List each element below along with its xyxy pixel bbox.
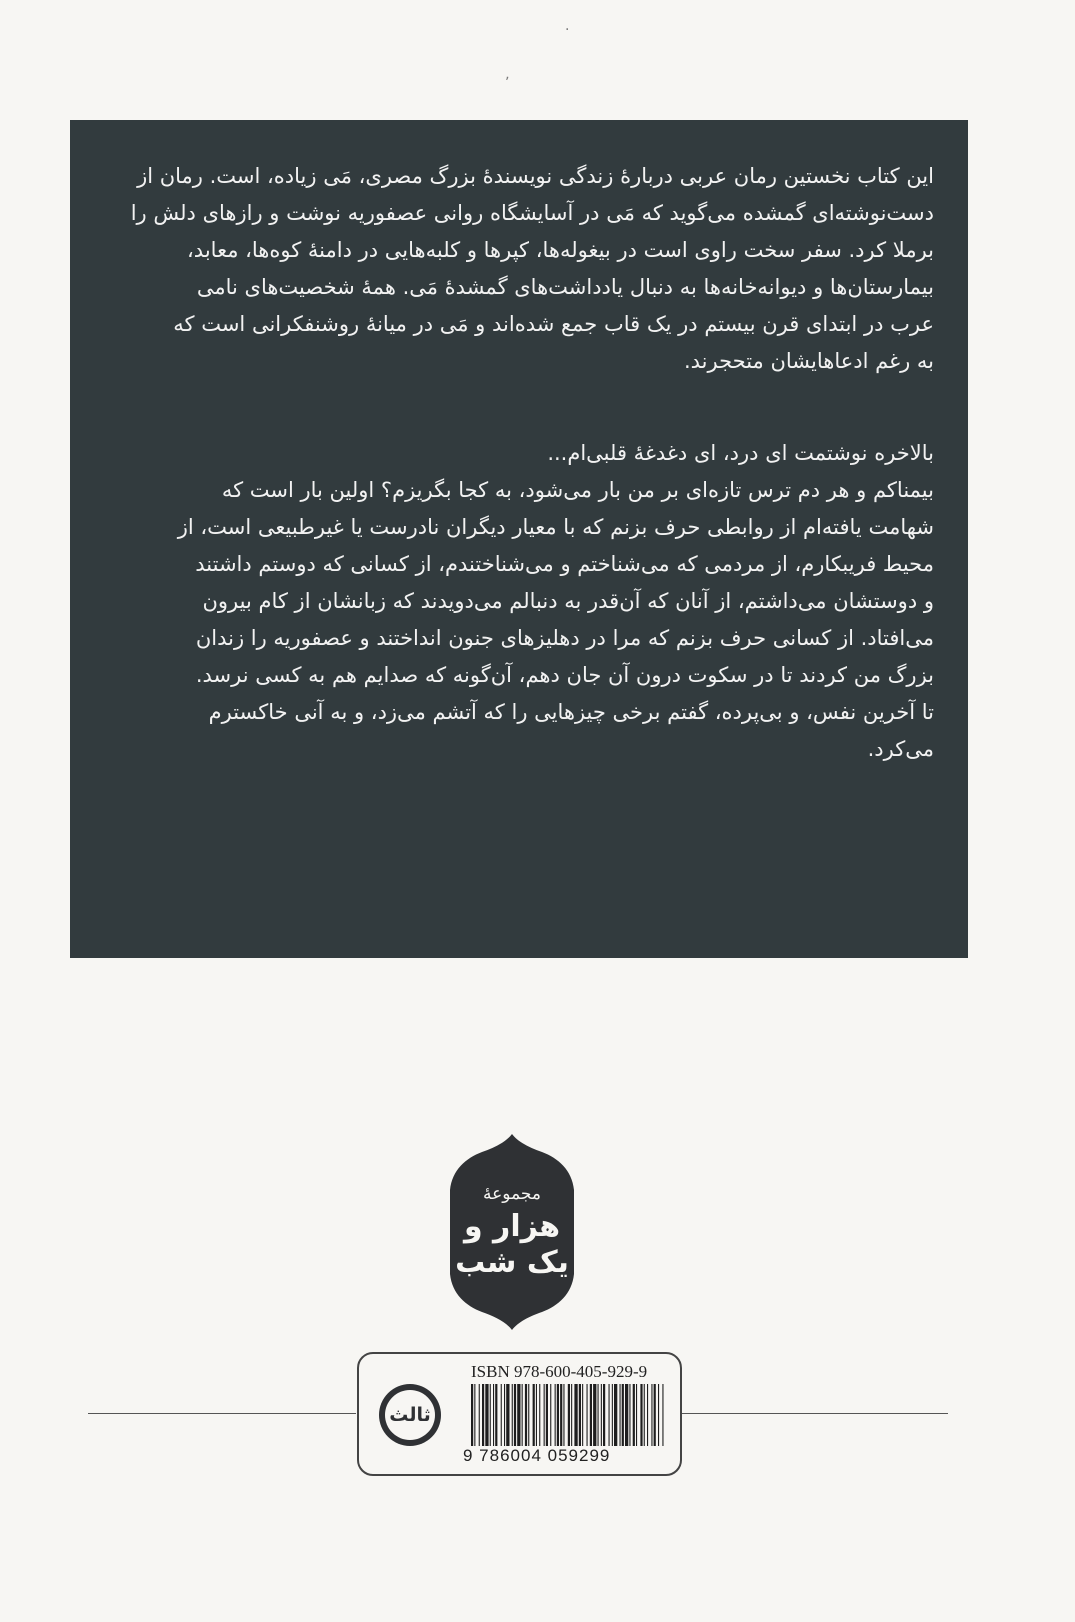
barcode-bar — [485, 1384, 488, 1446]
barcode-bar — [598, 1384, 599, 1446]
barcode-bar — [662, 1384, 663, 1446]
barcode-bar — [640, 1384, 642, 1446]
barcode-bar — [636, 1384, 637, 1446]
barcode-bar — [504, 1384, 505, 1446]
blurb-panel — [70, 120, 968, 958]
barcode-bar — [490, 1384, 491, 1446]
barcode-bar — [528, 1384, 529, 1446]
barcode-bar — [479, 1384, 480, 1446]
barcode-bar — [609, 1384, 610, 1446]
scan-mark: ʼ — [505, 75, 510, 91]
barcode-bar — [593, 1384, 596, 1446]
barcode-bar — [471, 1384, 473, 1446]
barcode-bar — [647, 1384, 648, 1446]
barcode-bar — [574, 1384, 577, 1446]
blurb-line: می‌کرد. — [867, 737, 934, 761]
divider-line — [88, 1413, 356, 1414]
barcode-bar — [603, 1384, 605, 1446]
blurb-line: شهامت یافته‌ام از روابطی حرف بزنم که با معیار دیگران نادرست یا غیرطبیعی است، از — [177, 515, 934, 539]
barcode-bar — [654, 1384, 656, 1446]
barcode-bar — [550, 1384, 551, 1446]
blurb-paragraph-1 — [104, 158, 934, 380]
blurb-line: بالاخره نوشتمت ای درد، ای دغدغهٔ قلبی‌ام... — [547, 441, 934, 465]
barcode-bar — [563, 1384, 564, 1446]
barcode-bar — [517, 1384, 520, 1446]
barcode-bar — [612, 1384, 613, 1446]
barcode-bar — [501, 1384, 502, 1446]
barcode — [469, 1384, 665, 1446]
blurb-line: و دوستشان می‌داشتم، از آنان که آن‌قدر به دنبالم می‌دویدند که زبانشان از کام بیرون — [202, 589, 934, 613]
barcode-bar — [614, 1384, 617, 1446]
publisher-logo — [379, 1384, 441, 1446]
barcode-bar — [620, 1384, 621, 1446]
isbn-box — [357, 1352, 682, 1476]
divider-line — [682, 1413, 948, 1414]
barcode-bar — [555, 1384, 556, 1446]
blurb-line: بزرگ من کردند تا در سکوت درون آن جان دهم، آن‌گونه که صدایم هم به کسی نرسد. — [195, 663, 934, 687]
blurb-line: برملا کرد. سفر سخت راوی است در بیغوله‌ها، کپرها و کلبه‌هایی در دامنهٔ کوه‌ها، معابد، — [187, 238, 934, 262]
barcode-bar — [625, 1384, 628, 1446]
isbn-digits: 9 786004 059299 — [463, 1446, 611, 1465]
barcode-bar — [601, 1384, 602, 1446]
barcode-bar — [539, 1384, 540, 1446]
barcode-bar — [512, 1384, 513, 1446]
barcode-bar — [533, 1384, 535, 1446]
barcode-bar — [582, 1384, 583, 1446]
blurb-line: دست‌نوشته‌ای گمشده می‌گوید که مَی در آسایشگاه روانی عصفوریه نوشت و رازهای دلش را — [130, 201, 934, 225]
emblem-line-1: مجموعهٔ — [483, 1184, 541, 1204]
barcode-bar — [506, 1384, 509, 1446]
barcode-bar — [568, 1384, 570, 1446]
isbn-label: ISBN 978-600-405-929-9 — [471, 1362, 648, 1381]
barcode-bar — [571, 1384, 572, 1446]
publisher-logo-text: ثالث — [385, 1390, 435, 1440]
barcode-bar — [587, 1384, 588, 1446]
barcode-bar — [651, 1384, 652, 1446]
blurb-line: به رغم ادعاهایشان متحجرند. — [683, 349, 934, 373]
blurb-line: بیمارستان‌ها و دیوانه‌خانه‌ها به دنبال یادداشت‌های گمشدهٔ مَی. همهٔ شخصیت‌های نامی — [196, 275, 934, 299]
barcode-bar — [579, 1384, 581, 1446]
barcode-bar — [474, 1384, 475, 1446]
emblem-line-2: هزار و — [463, 1209, 561, 1244]
barcode-bar — [622, 1384, 624, 1446]
barcode-bar — [495, 1384, 497, 1446]
blurb-line: عرب در ابتدای قرن بیستم در یک قاب جمع شده‌اند و مَی در میانهٔ روشنفکرانی است که — [173, 312, 934, 336]
barcode-bar — [536, 1384, 537, 1446]
barcode-bar — [525, 1384, 527, 1446]
series-emblem — [446, 1132, 578, 1332]
barcode-bar — [493, 1384, 494, 1446]
barcode-bar — [557, 1384, 559, 1446]
blurb-line: تا آخرین نفس، و بی‌پرده، گفتم برخی چیزهایی را که آتشم می‌زد، و به آنی خاکسترم — [208, 700, 934, 724]
barcode-bar — [633, 1384, 635, 1446]
blurb-line: محیط فریبکارم، از مردمی که می‌شناختم و می‌شناختندم، از کسانی که دوستم داشتند — [195, 552, 934, 576]
barcode-bar — [560, 1384, 562, 1446]
blurb-paragraph-2 — [104, 435, 934, 768]
barcode-bar — [546, 1384, 548, 1446]
barcode-bar — [658, 1384, 659, 1446]
blurb-line: می‌افتاد. از کسانی حرف بزنم که مرا در دهلیزهای جنون انداختند و عصفوریه را زندان — [195, 626, 934, 650]
blurb-line: بیمناکم و هر دم ترس تازه‌ای بر من بار می‌شود، به کجا بگریزم؟ اولین بار است که — [221, 478, 934, 502]
barcode-bar — [522, 1384, 523, 1446]
barcode-bar — [629, 1384, 630, 1446]
barcode-bar — [482, 1384, 484, 1446]
barcode-bar — [514, 1384, 516, 1446]
barcode-bar — [544, 1384, 545, 1446]
barcode-bar — [590, 1384, 592, 1446]
scan-mark: · — [565, 22, 570, 38]
barcode-bar — [644, 1384, 645, 1446]
blurb-line: این کتاب نخستین رمان عربی دربارهٔ زندگی نویسندهٔ بزرگ مصری، مَی زیاده، است. رمان از — [137, 164, 934, 188]
emblem-line-3: یک شب — [455, 1245, 569, 1280]
